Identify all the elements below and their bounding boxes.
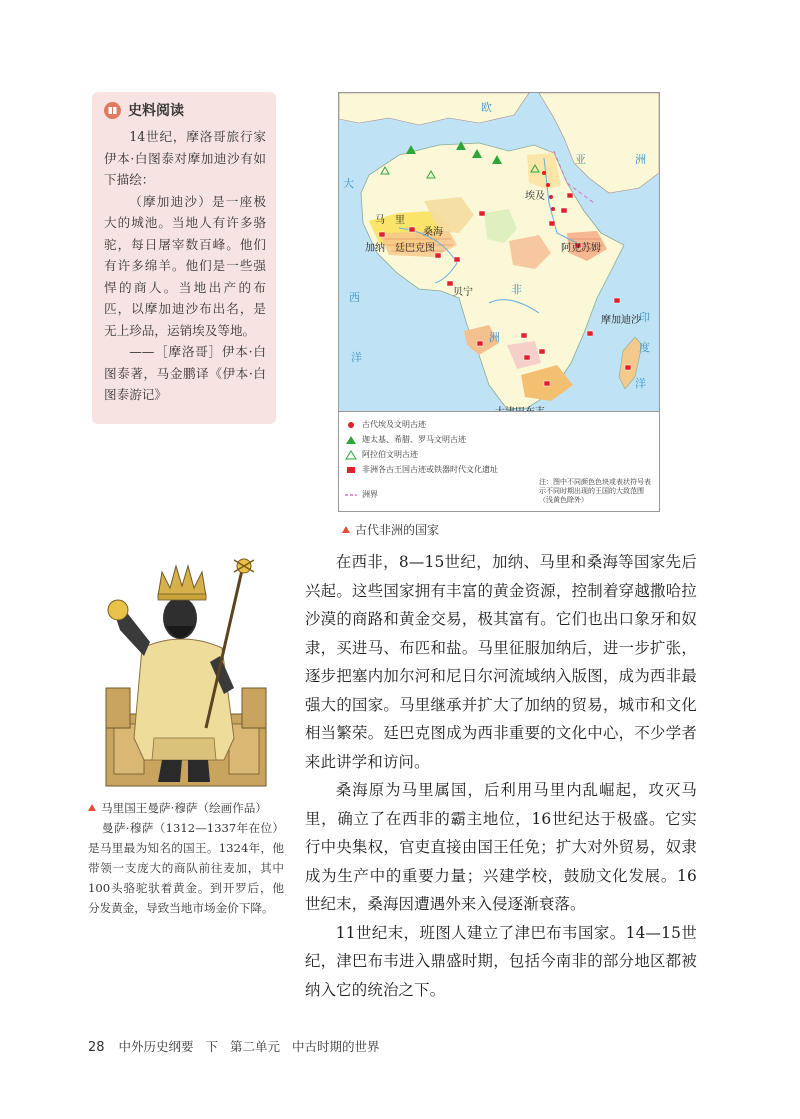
body-paragraph-zimbabwe: 11世纪末，班图人建立了津巴布韦国家。14—15世纪，津巴布韦进入鼎盛时期，包括今南非的部分地区都被纳入它的统治之下。: [305, 923, 697, 999]
red-square-icon: [345, 465, 357, 475]
map-label-egypt: 埃及: [525, 191, 545, 202]
map-ocean-label: 大: [343, 177, 354, 190]
legend-item: 非洲各古王国古迹或铁器时代文化遗址: [345, 465, 498, 475]
legend-item: 迦太基、希腊、罗马文明古迹: [345, 435, 466, 445]
map-label-aksum: 阿克苏姆: [561, 243, 601, 254]
map-ocean-label: 洋: [635, 377, 646, 390]
map-label-ghana: 加纳: [365, 243, 385, 254]
king-caption: [88, 798, 284, 918]
main-body-text: [305, 548, 697, 1004]
book-volume: 下: [205, 1039, 219, 1054]
reading-title: 史料阅读: [128, 103, 184, 119]
map-ocean-label: 西: [349, 291, 360, 304]
map-label-benin: 贝宁: [453, 287, 473, 298]
historical-reading-box: [92, 92, 276, 424]
reading-header: [104, 100, 266, 120]
map-ocean-label: 非: [511, 283, 522, 296]
unit-number: 第二单元: [230, 1039, 281, 1054]
map-ocean-label: 洲: [635, 153, 646, 166]
king-mansa-musa-illustration: [84, 538, 284, 790]
body-paragraph-songhai: 桑海原为马里属国，后利用马里内乱崛起，攻灭马里，确立了在西非的霸主地位，16世纪达于极盛。它实行中央集权，官吏直接由国王任免；扩大对外贸易，奴隶成为生产中的重要力量；兴建学校，鼓励文化发展。16世纪末，桑海因遭遇外来入侵逐渐衰落。: [305, 781, 697, 913]
king-caption-title: 马里国王曼萨·穆萨（绘画作品）: [88, 798, 284, 818]
map-ocean-label: 欧: [481, 101, 492, 114]
page-number: 28: [88, 1040, 105, 1055]
map-ocean-label: 印: [639, 311, 650, 324]
pink-dash-icon: [345, 490, 357, 500]
book-title: 中外历史纲要: [118, 1039, 194, 1054]
map-label-mogadishu: 摩加迪沙: [601, 315, 641, 326]
caption-triangle-icon: [88, 804, 96, 811]
legend-item: 洲界: [345, 490, 378, 500]
map-label-songhai: 桑海: [423, 227, 443, 238]
map-note: 注：图中不同颜色色块或表状符号表示不同时期出现的王国的大致范围（浅黄色除外）: [539, 478, 651, 504]
map-ocean-label: 洲: [489, 331, 500, 344]
legend-item: 阿拉伯文明古迹: [345, 450, 418, 460]
legend-item: 古代埃及文明古迹: [345, 420, 426, 430]
map-drawing: [339, 93, 659, 411]
map-ocean-label: 亚: [575, 153, 586, 166]
caption-triangle-icon: [342, 526, 350, 533]
map-label-timbuktu: 廷巴克图: [395, 243, 435, 254]
book-icon: [104, 102, 121, 119]
map-label-mali: 马 里: [375, 215, 405, 226]
unit-title: 中古时期的世界: [292, 1039, 380, 1054]
body-paragraph-west-africa: 在西非，8—15世纪，加纳、马里和桑海等国家先后兴起。这些国家拥有丰富的黄金资源，控制着穿越撒哈拉沙漠的商路和黄金交易，极其富有。它们也出口象牙和奴隶，买进马、布匹和盐。马里征服加纳后，进一步扩张，逐步把塞内加尔河和尼日尔河流域纳入版图，成为西非最强大的国家。马里继承并扩大了加纳的贸易，城市和文化相当繁荣。廷巴克图成为西非重要的文化中心，不少学者来此讲学和访问。: [305, 553, 697, 771]
map-caption: 古代非洲的国家: [342, 521, 439, 538]
map-ocean-label: 洋: [351, 351, 362, 364]
ancient-africa-map: [338, 92, 660, 512]
red-dot-icon: [345, 420, 357, 430]
page-footer: [88, 1037, 388, 1055]
reading-intro: 14世纪，摩洛哥旅行家伊本·白图泰对摩加迪沙有如下描绘：: [104, 129, 266, 187]
map-ocean-label: 度: [639, 341, 650, 354]
green-triangle-icon: [345, 435, 357, 445]
map-legend: [339, 411, 659, 512]
reading-quote: （摩加迪沙）是一座极大的城池。当地人有许多骆驼，每日屠宰数百峰。他们有许多绵羊。他们是一些强悍的商人。当地出产的布匹，以摩加迪沙布出名，是无上珍品，运销埃及等地。: [104, 193, 266, 338]
reading-source: ——［摩洛哥］伊本·白图泰著，马金鹏译《伊本·白图泰游记》: [104, 344, 266, 402]
green-outline-triangle-icon: [345, 450, 357, 460]
king-caption-description: 曼萨·穆萨（1312—1337年在位）是马里最为知名的国王。1324年，他带领一支庞大的商队前往麦加，其中100头骆驼驮着黄金。到开罗后，他分发黄金，导致当地市场金价下降。: [88, 821, 284, 915]
